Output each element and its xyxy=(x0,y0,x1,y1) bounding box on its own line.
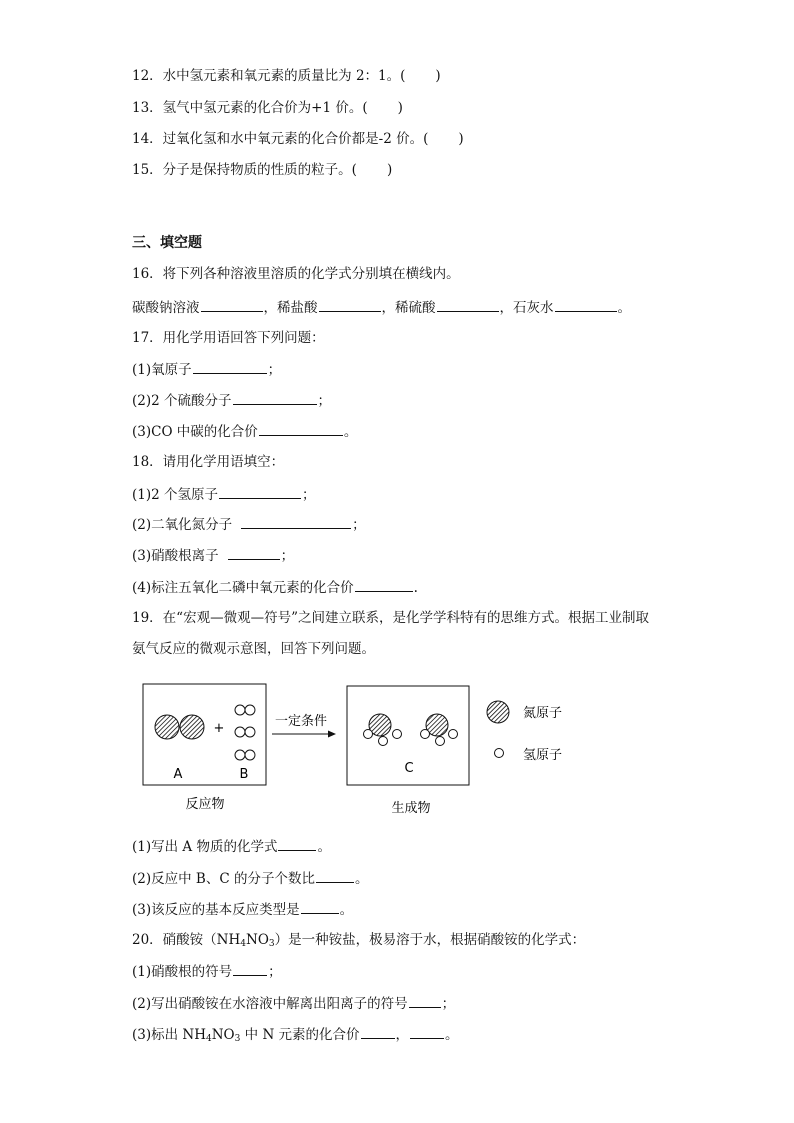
nitrogen-atom xyxy=(155,715,179,739)
legend-nitrogen-label: 氮原子 xyxy=(523,706,563,721)
question-12: 12．水中氢元素和氧元素的质量比为 2：1。( ) xyxy=(132,68,441,84)
answer-blank[interactable] xyxy=(278,836,316,851)
question-14-text: 14．过氧化氢和水中氧元素的化合价都是-2 价。( xyxy=(132,131,429,147)
answer-blank[interactable] xyxy=(301,899,339,914)
legend-hydrogen-label: 氢原子 xyxy=(523,748,563,763)
hydrogen-atom xyxy=(245,727,255,737)
question-19-part-1: (1)写出 A 物质的化学式 。 xyxy=(132,836,331,857)
hydrogen-atom xyxy=(436,737,445,746)
legend-nitrogen-swatch xyxy=(487,701,509,723)
answer-blank[interactable] xyxy=(437,297,499,312)
question-13-text: 13．氢气中氢元素的化合价为+1 价。( xyxy=(132,100,368,116)
answer-blank[interactable] xyxy=(409,993,441,1008)
question-20-part-3: (3)标出 $NH_4NO_3$ 中 N 元素的化合价 ， 。 xyxy=(132,1024,459,1045)
reaction-arrowhead xyxy=(328,731,336,738)
nitrogen-atom xyxy=(180,715,204,739)
question-17-part-1: (1)氧原子 ； xyxy=(132,359,281,380)
question-18-part-4: (4)标注五氧化二磷中氧元素的化合价 . xyxy=(132,577,418,598)
products-caption: 生成物 xyxy=(391,801,431,816)
hydrogen-atom xyxy=(364,730,373,739)
question-13: 13．氢气中氢元素的化合价为+1 价。( ) xyxy=(132,100,403,116)
question-20-part-1: (1)硝酸根的符号 ； xyxy=(132,961,282,982)
answer-blank[interactable] xyxy=(319,297,381,312)
hydrogen-atom xyxy=(245,705,255,715)
hydrogen-atom xyxy=(421,730,430,739)
hydrogen-atom xyxy=(235,727,245,737)
question-12-text: 12．水中氢元素和氧元素的质量比为 2：1。( xyxy=(132,68,406,84)
answer-blank[interactable] xyxy=(355,577,413,592)
molecule-a-n2 xyxy=(155,715,204,739)
molecule-c-nh3 xyxy=(421,714,458,746)
hydrogen-atom xyxy=(393,730,402,739)
question-18-part-1: (1)2 个氢原子 ； xyxy=(132,484,316,505)
hydrogen-atom xyxy=(449,730,458,739)
answer-blank[interactable] xyxy=(259,421,343,436)
answer-blank[interactable] xyxy=(316,868,354,883)
molecules-b-h2 xyxy=(235,705,255,760)
section-heading-fill-in: 三、填空题 xyxy=(132,235,202,251)
label-c: C xyxy=(404,761,414,776)
legend-hydrogen-swatch xyxy=(495,749,504,758)
reaction-condition: 一定条件 xyxy=(274,714,328,729)
question-16-blanks: 碳酸钠溶液 ，稀盐酸 ，稀硫酸 ，石灰水 。 xyxy=(132,297,631,318)
hydrogen-atom xyxy=(235,750,245,760)
answer-blank[interactable] xyxy=(201,297,263,312)
question-18-stem: 18．请用化学用语填空： xyxy=(132,454,285,470)
question-16-stem: 16．将下列各种溶液里溶质的化学式分别填在横线内。 xyxy=(132,266,460,282)
answer-blank[interactable] xyxy=(410,1024,444,1039)
hydrogen-atom xyxy=(235,705,245,715)
question-18-part-2: (2)二氧化氮分子 ； xyxy=(132,514,366,535)
answer-blank[interactable] xyxy=(219,484,301,499)
reaction-diagram xyxy=(140,682,610,822)
hydrogen-atom xyxy=(379,737,388,746)
hydrogen-atom xyxy=(245,750,255,760)
question-17-stem: 17．用化学用语回答下列问题： xyxy=(132,330,325,346)
question-15-text: 15．分子是保持物质的性质的粒子。( xyxy=(132,162,357,178)
answer-blank[interactable] xyxy=(361,1024,395,1039)
question-19-stem-line-2: 氨气反应的微观示意图，回答下列问题。 xyxy=(132,641,375,657)
answer-blank[interactable] xyxy=(233,390,317,405)
question-15: 15．分子是保持物质的性质的粒子。( ) xyxy=(132,162,393,178)
label-b: B xyxy=(239,767,249,782)
answer-blank[interactable] xyxy=(193,359,267,374)
answer-blank[interactable] xyxy=(228,545,280,560)
question-19-part-3: (3)该反应的基本反应类型是 。 xyxy=(132,899,353,920)
question-18-part-3: (3)硝酸根离子 ； xyxy=(132,545,294,566)
question-20-stem: 20．硝酸铵$(NH_4NO_3)$是一种铵盐，极易溶于水，根据硝酸铵的化学式： xyxy=(132,932,586,949)
question-19-stem-line-1: 19．在“宏观—微观—符号”之间建立联系，是化学学科特有的思维方式。根据工业制取 xyxy=(132,610,649,626)
label-a: A xyxy=(173,767,183,782)
molecule-c-nh3 xyxy=(364,714,402,746)
question-14: 14．过氧化氢和水中氧元素的化合价都是-2 价。( ) xyxy=(132,131,464,147)
answer-blank[interactable] xyxy=(555,297,617,312)
question-17-part-3: (3)CO 中碳的化合价 。 xyxy=(132,421,357,442)
question-19-part-2: (2)反应中 B、C 的分子个数比 。 xyxy=(132,868,368,889)
reactants-caption: 反应物 xyxy=(185,797,225,812)
question-20-part-2: (2)写出硝酸铵在水溶液中解离出阳离子的符号 ； xyxy=(132,993,455,1014)
answer-blank[interactable] xyxy=(241,514,351,529)
plus-sign: + xyxy=(213,721,225,736)
question-17-part-2: (2)2 个硫酸分子 ； xyxy=(132,390,331,411)
answer-blank[interactable] xyxy=(233,961,267,976)
